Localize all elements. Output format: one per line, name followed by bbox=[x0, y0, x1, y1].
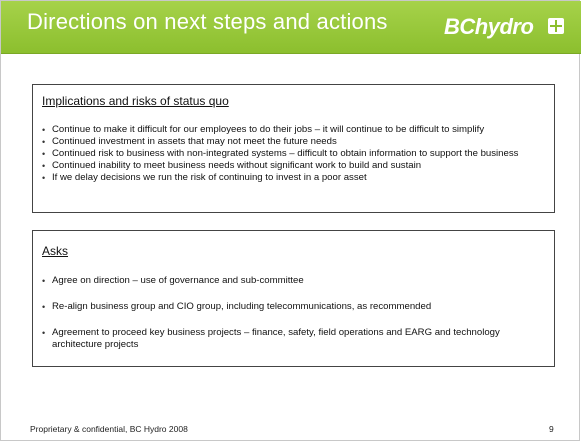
logo-cross-icon bbox=[548, 18, 564, 34]
asks-panel bbox=[32, 230, 555, 367]
status-quo-panel bbox=[32, 84, 555, 213]
header-bar bbox=[1, 1, 581, 54]
bullet-list bbox=[42, 124, 548, 184]
panel-heading: Asks bbox=[42, 244, 69, 258]
page-number: 9 bbox=[549, 424, 554, 434]
bullet-item: • Continued inability to meet business needs without significant work to build and sustain bbox=[42, 160, 548, 172]
logo-text: BChydro bbox=[444, 14, 534, 39]
slide-title: Directions on next steps and actions bbox=[27, 9, 388, 34]
bullet-item: • If we delay decisions we run the risk of continuing to invest in a poor asset bbox=[42, 172, 548, 184]
footer-confidential: Proprietary & confidential, BC Hydro 2008 bbox=[30, 424, 188, 434]
bullet-item: • Agreement to proceed key business projects – finance, safety, field operations and EARG and technology architecture projects bbox=[42, 327, 548, 351]
bullet-list bbox=[42, 275, 548, 351]
panel-heading: Implications and risks of status quo bbox=[42, 94, 229, 108]
bc-hydro-logo bbox=[444, 14, 564, 40]
bullet-item: • Continue to make it difficult for our employees to do their jobs – it will continue to be difficult to simplify bbox=[42, 124, 548, 136]
bullet-item: • Agree on direction – use of governance and sub-committee bbox=[42, 275, 548, 287]
bullet-item: • Continued investment in assets that may not meet the future needs bbox=[42, 136, 548, 148]
bullet-item: • Continued risk to business with non-integrated systems – difficult to obtain information to support the business bbox=[42, 148, 548, 160]
bullet-item: • Re-align business group and CIO group, including telecommunications, as recommended bbox=[42, 301, 548, 313]
